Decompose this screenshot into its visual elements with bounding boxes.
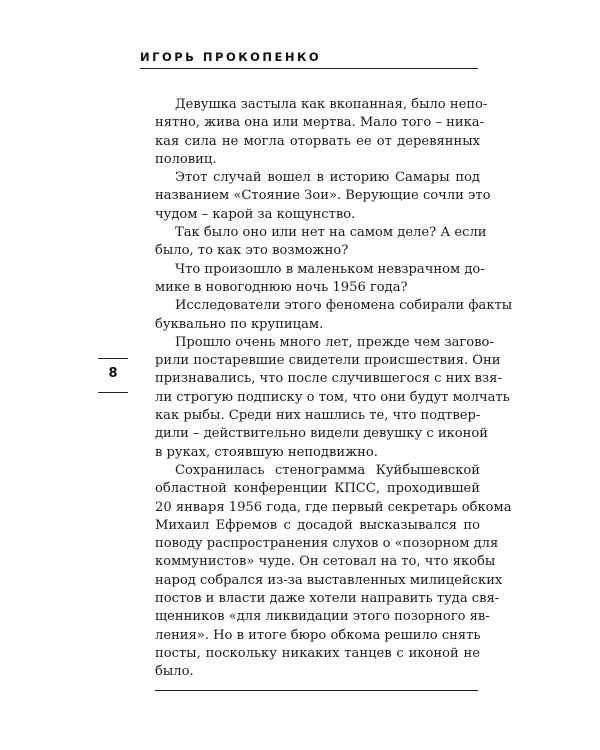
text-line: ления». Но в итоге бюро обкома решило снять xyxy=(155,627,481,643)
text-line: Девушка застыла как вкопанная, было непо- xyxy=(175,97,488,112)
text-line: Так было оно или нет на самом деле? А если xyxy=(175,225,487,241)
text-line: буквально по крупицам. xyxy=(155,316,324,332)
text-line: посты, поскольку никаких танцев с иконой не xyxy=(155,645,480,661)
body-text xyxy=(155,96,513,682)
text-line: названием «Стояние Зои». Верующие сочли это xyxy=(155,188,491,204)
page-number-rule-bottom xyxy=(98,392,128,393)
text-line: дили – действительно видели девушку с иконой xyxy=(155,426,488,442)
text-line: постов и власти даже хотели направить туда свя- xyxy=(155,591,500,607)
text-line: ли строгую подписку о том, что они будут молчать xyxy=(155,389,510,405)
text-line: народ собрался из-за выставленных милицейских xyxy=(155,572,503,588)
text-line: как рыбы. Среди них нашлись те, что подтвер- xyxy=(155,408,481,424)
text-line: Этот случай вошел в историю Самары под xyxy=(175,170,480,186)
running-header-author: ИГОРЬ ПРОКОПЕНКО xyxy=(140,50,322,64)
text-line: Прошло очень много лет, прежде чем загово- xyxy=(175,334,494,350)
footer-rule xyxy=(155,690,478,691)
page-number-rule-top xyxy=(98,358,128,359)
text-line: Что произошло в маленьком невзрачном до- xyxy=(175,261,485,277)
text-line: было, то как это возможно? xyxy=(155,243,349,259)
text-line: областной конференции КПСС, проходившей xyxy=(155,481,480,497)
text-line: было. xyxy=(155,664,194,680)
text-line: рили постаревшие свидетели происшествия. Они xyxy=(155,353,501,369)
text-line: кая сила не могла оторвать ее от деревянных xyxy=(155,133,480,149)
text-line: щенников «для ликвидации этого позорного яв- xyxy=(155,609,490,625)
text-line: чудом – карой за кощунство. xyxy=(155,206,356,222)
text-line: коммунистов» чуде. Он сетовал на то, что якобы xyxy=(155,554,496,570)
text-line: Сохранилась стенограмма Куйбышевской xyxy=(175,462,480,478)
text-line: нятно, жива она или мертва. Мало того – ника- xyxy=(155,115,485,131)
page-number: 8 xyxy=(108,366,118,381)
header-rule xyxy=(140,68,478,69)
text-line: поводу распространения слухов о «позорном для xyxy=(155,536,499,552)
text-line: мике в новогоднюю ночь 1956 года? xyxy=(155,279,408,295)
text-line: в руках, стоявшую неподвижно. xyxy=(155,444,378,460)
text-line: Исследователи этого феномена собирали факты xyxy=(175,298,513,314)
text-line: признавались, что после случившегося с них взя- xyxy=(155,371,502,387)
text-line: 20 января 1956 года, где первый секретарь обкома xyxy=(155,499,512,515)
text-line: Михаил Ефремов с досадой высказывался по xyxy=(155,517,480,533)
page-number-block xyxy=(98,358,128,394)
text-line: половиц. xyxy=(155,151,217,167)
